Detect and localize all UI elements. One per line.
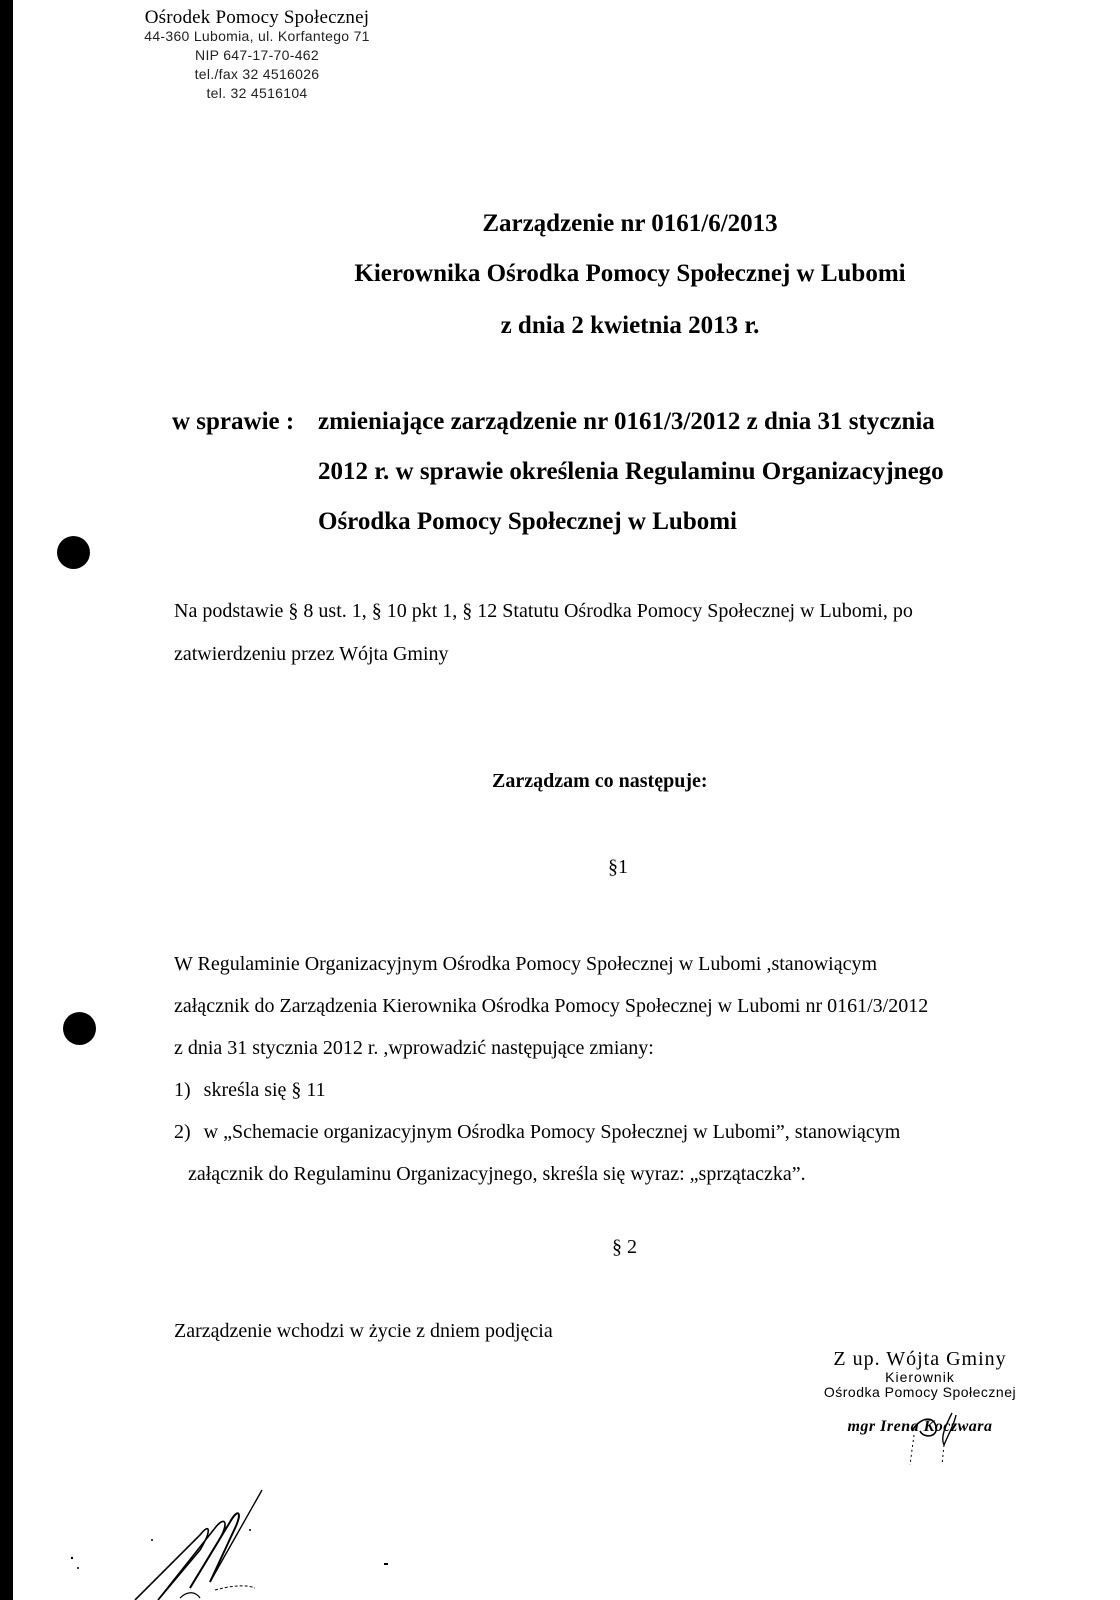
stamp-address: 44-360 Lubomia, ul. Korfantego 71 — [144, 28, 370, 44]
list-item-2 — [174, 1121, 900, 1144]
punch-hole-bottom — [63, 1012, 96, 1045]
subject-line-1: zmieniające zarządzenie nr 0161/3/2012 z dnia 31 stycznia — [318, 408, 935, 435]
document-date: z dnia 2 kwietnia 2013 r. — [500, 312, 760, 339]
stamp-name: Ośrodek Pomocy Społecznej — [144, 7, 370, 28]
list-item-2-continuation: załącznik do Regulaminu Organizacyjnego, skreśla się wyraz: „sprzątaczka”. — [188, 1163, 806, 1185]
stamp-nip: NIP 647-17-70-462 — [195, 47, 319, 63]
subject-line-2: 2012 r. w sprawie określenia Regulaminu Organizacyjnego — [318, 458, 944, 485]
punch-hole-top — [57, 536, 90, 569]
institution-stamp — [132, 8, 382, 103]
decree-heading: Zarządzam co następuje: — [492, 770, 708, 792]
stamp-telfax: tel./fax 32 4516026 — [194, 66, 320, 82]
signature-block — [780, 1348, 1060, 1436]
scan-speck — [384, 1563, 388, 1565]
signature-role: Kierownik — [885, 1369, 955, 1385]
signature-name: mgr Irena Koczwara — [847, 1418, 993, 1435]
list-item-text: skreśla się § 11 — [203, 1079, 326, 1101]
section-1-line-2: załącznik do Zarządzenia Kierownika Ośrodka Pomocy Społecznej w Lubomi nr 0161/3/2012 — [174, 995, 929, 1017]
section-1-mark: §1 — [608, 856, 628, 878]
section-1-line-1: W Regulaminie Organizacyjnym Ośrodka Pomocy Społecznej w Lubomi ,stanowiącym — [174, 953, 877, 975]
stamp-tel: tel. 32 4516104 — [206, 85, 308, 101]
handwritten-signature — [40, 1460, 340, 1600]
legal-basis-line-1: Na podstawie § 8 ust. 1, § 10 pkt 1, § 12 Statutu Ośrodka Pomocy Społecznej w Lubomi, po — [174, 600, 913, 622]
list-item-number: 2) — [174, 1121, 191, 1143]
list-item-text: w „Schemacie organizacyjnym Ośrodka Pomocy Społecznej w Lubomi”, stanowiącym — [203, 1121, 901, 1143]
legal-basis-line-2: zatwierdzeniu przez Wójta Gminy — [174, 643, 449, 665]
subject-line-3: Ośrodka Pomocy Społecznej w Lubomi — [318, 508, 737, 535]
document-issuer: Kierownika Ośrodka Pomocy Społecznej w Lubomi — [354, 260, 906, 287]
subject-label: w sprawie : — [172, 408, 295, 435]
document-title: Zarządzenie nr 0161/6/2013 — [482, 210, 778, 237]
signature-unit: Ośrodka Pomocy Społecznej — [823, 1384, 1017, 1400]
list-item-1 — [174, 1079, 326, 1102]
scan-edge-strip — [0, 0, 13, 1600]
section-1-line-3: z dnia 31 stycznia 2012 r. ,wprowadzić następujące zmiany: — [174, 1037, 654, 1059]
section-2-text: Zarządzenie wchodzi w życie z dniem podjęcia — [174, 1320, 553, 1342]
list-item-number: 1) — [174, 1079, 191, 1101]
section-2-mark: § 2 — [612, 1236, 637, 1258]
signature-on-behalf: Z up. Wójta Gminy — [833, 1348, 1007, 1370]
